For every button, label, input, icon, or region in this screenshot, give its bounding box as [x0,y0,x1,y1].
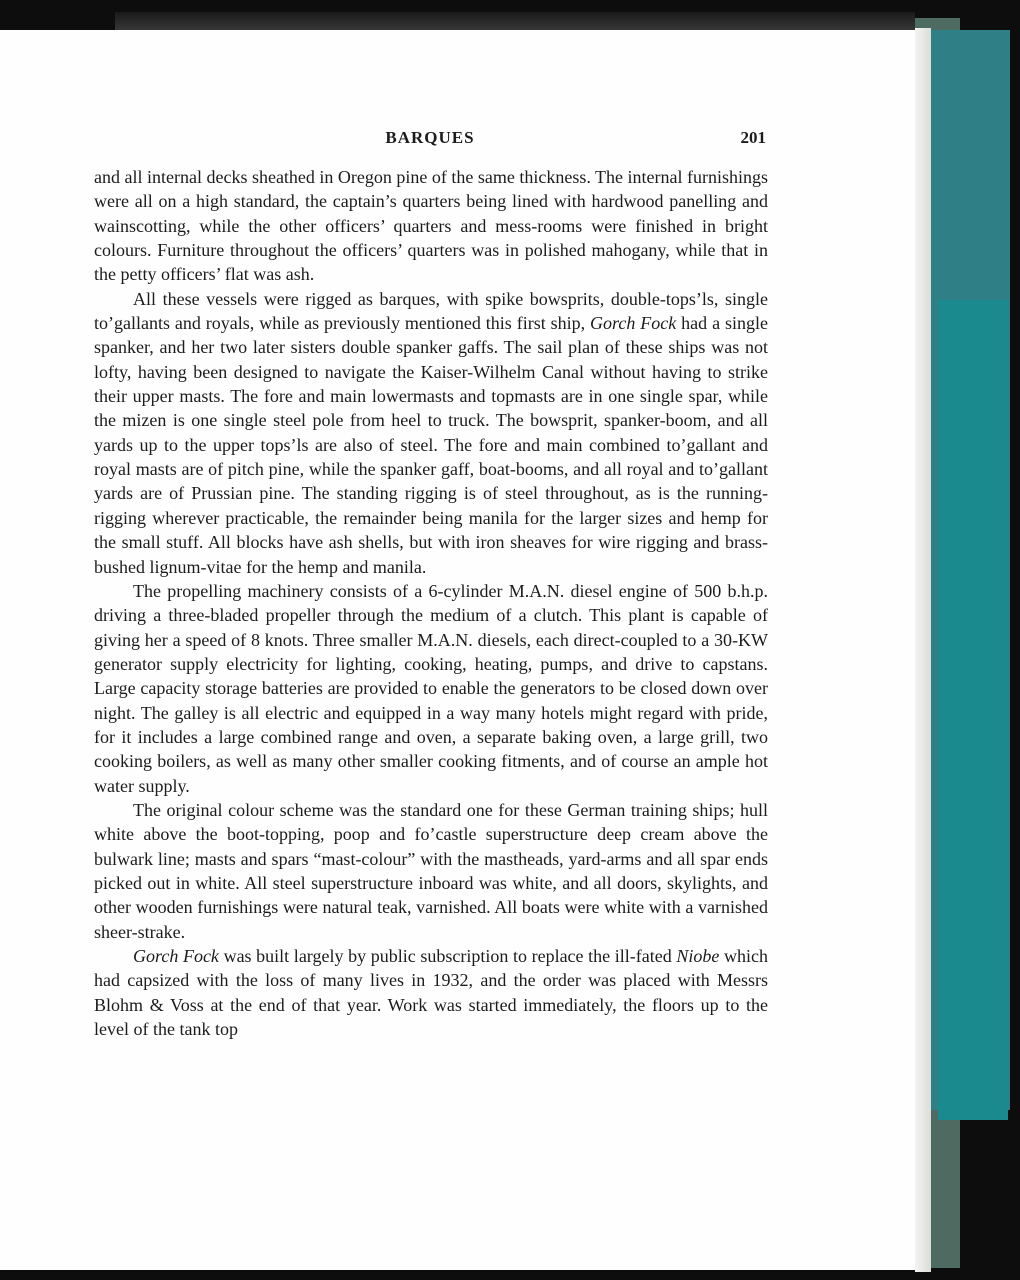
page-edge-shading [915,28,931,1272]
paragraph-4: The original colour scheme was the standard one for these German training ships; hull white above the boot-topping, poop and fo’castle superstructure deep cream above the bulwark line; masts and spars “mast-colour” with the mastheads, yard-arms and all spar ends picked out in white. All steel superstructure inboard was white, and all doors, skylights, and other wooden furnishings were natural teak, varnished. All boats were white with a varnished sheer-strake. [94,799,768,942]
ship-name-italic: Gorch Fock [590,313,677,334]
paragraph-3: The propelling machinery consists of a 6-cylinder M.A.N. diesel engine of 500 b.h.p. driving a three-bladed propeller through the medium of a clutch. This plant is capable of giving her a speed of 8 knots. Three smaller M.A.N. diesels, each direct-coupled to a 30-KW generator supply electricity for lighting, cooking, heating, pumps, and drive to capstans. Large capacity storage batteries are provided to enable the generators to be closed down over night. The galley is all electric and equipped in a way many hotels might regard with pride, for it includes a large combined range and oven, a separate baking oven, a large grill, two cooking boilers, as well as many other smaller cooking fitments, and of course an ample hot water supply. [94,580,768,796]
paragraph-2 [94,287,768,579]
body-text [94,165,768,1041]
paragraph-2-text-b: had a single spanker, and her two later sisters double spanker gaffs. The sail plan of these ships was not lofty, having been designed to navigate the Kaiser-Wilhelm Canal without having to strike their upper masts. The fore and main lowermasts and topmasts are in one single spar, while the mizen is one single steel pole from heel to truck. The bowsprit, spanker-boom, and all yards up to the upper tops’ls are also of steel. The fore and main combined to’gallant and royal masts are of pitch pine, while the spanker gaff, boat-booms, and all royal and to’gallant yards are of Prussian pine. The standing rigging is of steel throughout, as is the running-rigging wherever practicable, the remainder being manila for the larger sizes and hemp for the small stuff. All blocks have ash shells, but with iron sheaves for wire rigging and brass-bushed lignum-vitae for the hemp and manila. [94,313,768,577]
running-title: BARQUES [385,128,475,147]
paragraph-5-text-b: which had capsized with the loss of many lives in 1932, and the order was placed with Messrs Blohm & Voss at the end of that year. Work was started immediately, the floors up to the level of the tank top [94,946,768,1040]
paragraph-5-text-a: was built largely by public subscription to replace the ill-fated [218,946,677,966]
paragraph-5 [94,944,768,1041]
running-head [94,128,766,152]
page-number: 201 [740,128,766,147]
ship-name-italic: Niobe [676,946,720,966]
underlying-teal-page-inner [938,300,1008,1120]
paragraph-2-text-a: All these vessels were rigged as barques, with spike bowsprits, double-tops’ls, single to’gallants and royals, while as previously mentioned this first ship, [94,288,768,334]
paragraph-1: and all internal decks sheathed in Oregon pine of the same thickness. The internal furnishings were all on a high standard, the captain’s quarters being lined with hardwood panelling and wainscotting, while the other officers’ quarters and mess-rooms were finished in bright colours. Furniture throughout the officers’ quarters was in polished mahogany, while that in the petty officers’ flat was ash. [94,167,768,285]
ship-name-italic: Gorch Fock [133,946,219,966]
